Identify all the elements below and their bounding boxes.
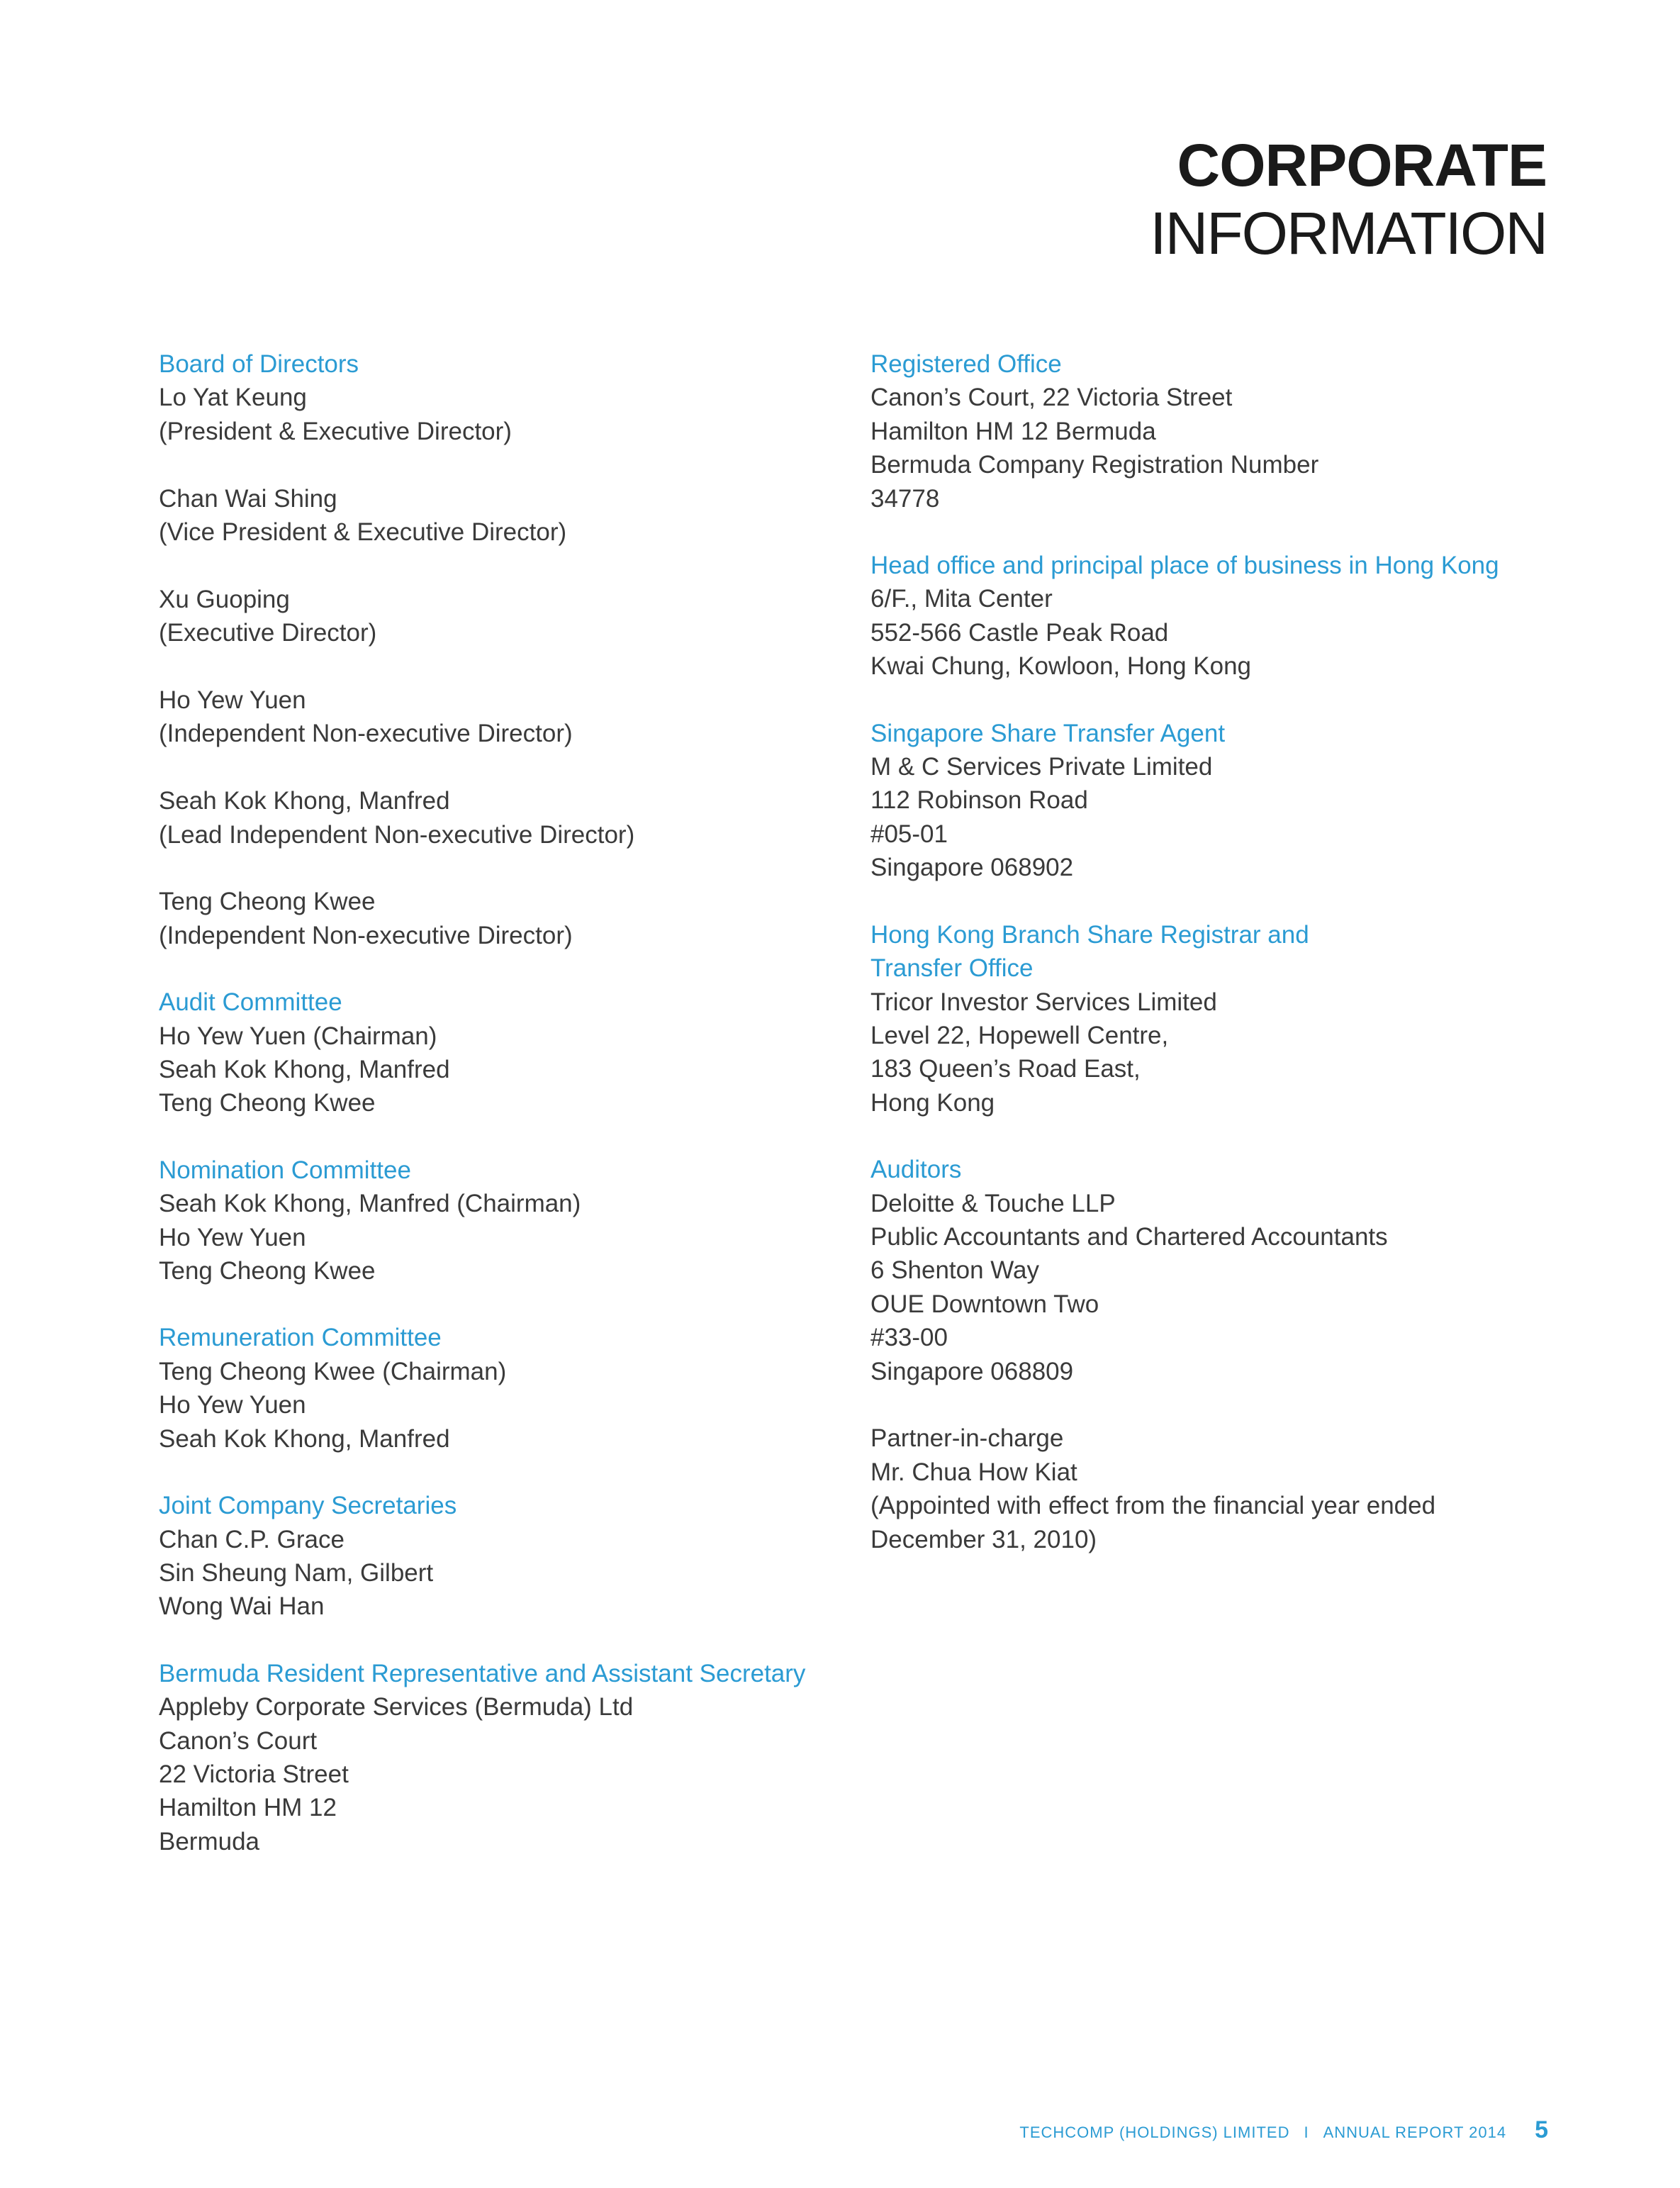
info-line: OUE Downtown Two: [870, 1290, 1099, 1318]
info-line: Seah Kok Khong, Manfred: [159, 787, 450, 815]
info-line: Hong Kong: [870, 1088, 995, 1117]
page-number: 5: [1535, 2116, 1548, 2143]
footer-separator: I: [1304, 2123, 1309, 2141]
info-line: Canon’s Court, 22 Victoria Street: [870, 384, 1233, 412]
info-line: Public Accountants and Chartered Accountants: [870, 1222, 1388, 1251]
info-line: Tricor Investor Services Limited: [870, 988, 1217, 1016]
page-title-line1: CORPORATE: [1177, 132, 1547, 199]
remuneration-committee-section: [159, 1321, 825, 1456]
section-heading: Singapore Share Transfer Agent: [870, 719, 1226, 747]
info-line: Teng Cheong Kwee (Chairman): [159, 1357, 507, 1385]
info-line: Seah Kok Khong, Manfred (Chairman): [159, 1190, 581, 1218]
info-line: Singapore 068809: [870, 1357, 1074, 1385]
info-line: Ho Yew Yuen: [159, 1391, 306, 1419]
section-heading: Bermuda Resident Representative and Assistant Secretary: [159, 1659, 806, 1687]
section-heading: Nomination Committee: [159, 1156, 411, 1184]
info-line: (Appointed with effect from the financial year ended: [870, 1492, 1436, 1520]
info-line: 112 Robinson Road: [870, 786, 1088, 815]
section-heading: Auditors: [870, 1156, 962, 1184]
info-line: Mr. Chua How Kiat: [870, 1458, 1077, 1486]
section-heading: Audit Committee: [159, 988, 342, 1017]
spacer: [159, 549, 825, 582]
section-heading-line2: Transfer Office: [870, 954, 1034, 983]
spacer: [159, 448, 825, 481]
info-line: Chan C.P. Grace: [159, 1525, 345, 1553]
info-line: 6/F., Mita Center: [870, 585, 1053, 613]
info-line: Level 22, Hopewell Centre,: [870, 1021, 1169, 1049]
info-line: 22 Victoria Street: [159, 1760, 349, 1788]
spacer: [159, 751, 825, 784]
section-heading: Registered Office: [870, 350, 1062, 378]
section-heading: Board of Directors: [159, 350, 359, 378]
audit-committee-section: [159, 986, 825, 1120]
footer-report-title: ANNUAL REPORT 2014: [1323, 2123, 1507, 2141]
info-line: Deloitte & Touche LLP: [870, 1189, 1116, 1217]
info-line: Seah Kok Khong, Manfred: [159, 1424, 450, 1453]
board-of-directors-section: [159, 347, 825, 952]
info-line: M & C Services Private Limited: [870, 753, 1213, 781]
page-footer: [1019, 2116, 1548, 2144]
info-line: (Vice President & Executive Director): [159, 518, 567, 547]
info-line: Xu Guoping: [159, 585, 290, 613]
section-heading: Remuneration Committee: [159, 1324, 442, 1352]
info-line: Canon’s Court: [159, 1726, 318, 1755]
page-title: [1150, 131, 1547, 267]
info-line: Bermuda Company Registration Number: [870, 451, 1319, 479]
info-line: (President & Executive Director): [159, 417, 512, 445]
info-line: Ho Yew Yuen: [159, 1223, 306, 1251]
registered-office-section: [870, 347, 1551, 515]
info-line: Ho Yew Yuen: [159, 686, 306, 715]
singapore-share-transfer-agent-section: [870, 717, 1551, 885]
info-line: Kwai Chung, Kowloon, Hong Kong: [870, 652, 1252, 681]
info-line: #05-01: [870, 820, 948, 848]
info-line: Wong Wai Han: [159, 1592, 325, 1621]
auditors-section: [870, 1153, 1551, 1556]
info-line: 183 Queen’s Road East,: [870, 1055, 1141, 1083]
page-title-line2: INFORMATION: [1150, 200, 1547, 267]
info-line: Hamilton HM 12: [159, 1794, 337, 1822]
info-line: Appleby Corporate Services (Bermuda) Ltd: [159, 1693, 634, 1721]
spacer: [159, 650, 825, 683]
spacer: [870, 1388, 1551, 1422]
section-heading-line1: Hong Kong Branch Share Registrar and: [870, 920, 1309, 949]
info-line: #33-00: [870, 1324, 948, 1352]
info-line: Sin Sheung Nam, Gilbert: [159, 1558, 434, 1587]
info-line: Ho Yew Yuen (Chairman): [159, 1022, 437, 1050]
info-line: 34778: [870, 484, 940, 513]
left-column: [159, 347, 825, 1892]
info-line: Teng Cheong Kwee: [159, 1089, 376, 1117]
info-line: Bermuda: [159, 1827, 260, 1855]
info-line: (Independent Non-executive Director): [159, 720, 573, 748]
info-line: (Independent Non-executive Director): [159, 921, 573, 949]
section-heading: Joint Company Secretaries: [159, 1492, 457, 1520]
right-column: [870, 347, 1551, 1590]
info-line: 552-566 Castle Peak Road: [870, 618, 1169, 647]
head-office-section: [870, 549, 1551, 683]
info-line: 6 Shenton Way: [870, 1256, 1040, 1285]
info-line: (Lead Independent Non-executive Director): [159, 820, 635, 849]
info-line: Teng Cheong Kwee: [159, 888, 376, 916]
info-line: Singapore 068902: [870, 854, 1074, 882]
joint-company-secretaries-section: [159, 1489, 825, 1624]
bermuda-resident-representative-section: [159, 1657, 825, 1858]
spacer: [159, 852, 825, 885]
nomination-committee-section: [159, 1154, 825, 1288]
footer-company: TECHCOMP (HOLDINGS) LIMITED: [1019, 2123, 1290, 2141]
info-line: Seah Kok Khong, Manfred: [159, 1056, 450, 1084]
info-line: Hamilton HM 12 Bermuda: [870, 417, 1156, 445]
info-line: Partner-in-charge: [870, 1424, 1064, 1453]
info-line: Teng Cheong Kwee: [159, 1257, 376, 1285]
info-line: Lo Yat Keung: [159, 384, 307, 412]
info-line: December 31, 2010): [870, 1525, 1097, 1553]
section-heading: Head office and principal place of business in Hong Kong: [870, 552, 1499, 580]
hong-kong-branch-registrar-section: [870, 918, 1551, 1120]
info-line: Chan Wai Shing: [159, 484, 337, 513]
info-line: (Executive Director): [159, 619, 377, 647]
